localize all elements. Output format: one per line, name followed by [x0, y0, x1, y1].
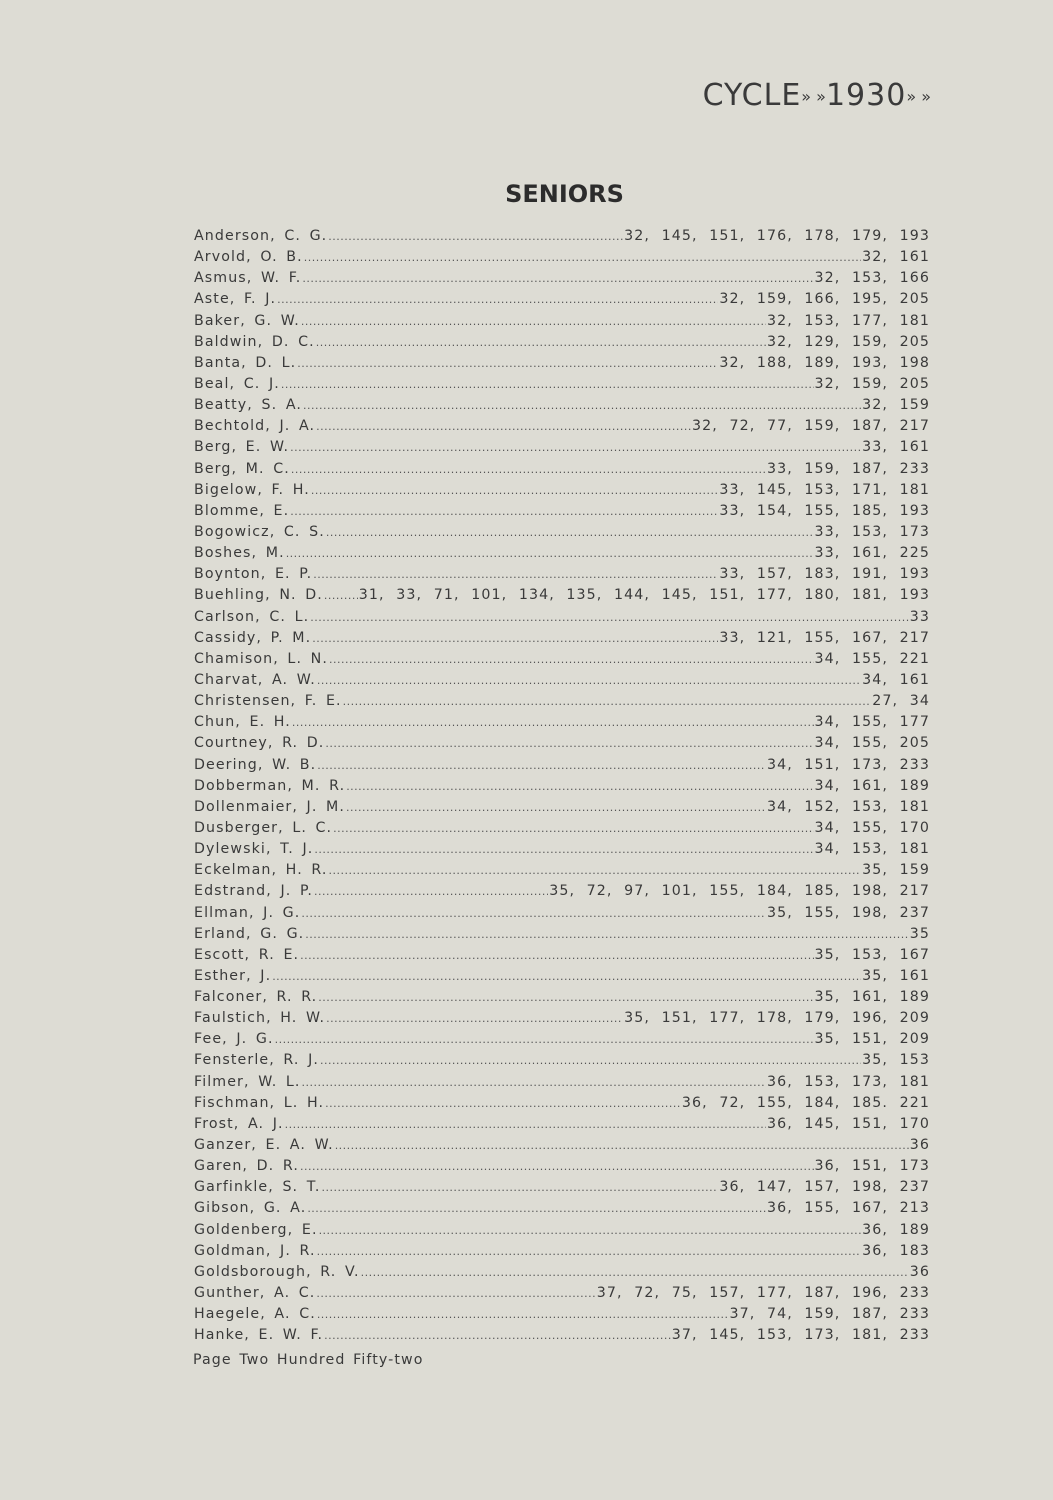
index-entry	[194, 1008, 930, 1029]
entry-pages: 36, 189	[862, 1221, 930, 1238]
dot-leader	[311, 480, 718, 501]
entry-name: Chun, E. H.	[194, 714, 291, 731]
entry-pages: 36, 183	[862, 1242, 930, 1259]
entry-pages: 33, 161	[862, 439, 930, 456]
index-entry	[194, 1177, 930, 1198]
entry-pages: 37, 74, 159, 187, 233	[729, 1306, 930, 1323]
entry-name: Dylewski, T. J.	[194, 841, 314, 858]
dot-leader	[343, 691, 872, 712]
dot-leader	[303, 395, 861, 416]
index-entry	[194, 903, 930, 924]
dot-leader	[290, 437, 861, 458]
entry-name: Charvat, A. W.	[194, 671, 316, 688]
index-entry	[194, 839, 930, 860]
entry-name: Garen, D. R.	[194, 1158, 299, 1175]
dot-leader	[324, 1325, 671, 1346]
index-entry	[194, 776, 930, 797]
entry-pages: 35	[909, 925, 930, 942]
dot-leader	[326, 1008, 623, 1029]
entry-pages: 34, 151, 173, 233	[766, 756, 930, 773]
index-entry	[194, 522, 930, 543]
index-entry	[194, 924, 930, 945]
index-entry	[194, 1241, 930, 1262]
entry-name: Garfinkle, S. T.	[194, 1179, 321, 1196]
entry-name: Bogowicz, C. S.	[194, 523, 325, 540]
entry-pages: 35, 161, 189	[814, 989, 930, 1006]
index-entry	[194, 712, 930, 733]
dot-leader	[335, 1135, 909, 1156]
entry-pages: 34, 155, 221	[814, 650, 930, 667]
entry-name: Beal, C. J.	[194, 375, 280, 392]
dot-leader	[333, 818, 813, 839]
dot-leader	[301, 903, 766, 924]
entry-pages: 32, 159	[862, 397, 930, 414]
dot-leader	[361, 1262, 909, 1283]
entry-pages: 34, 161, 189	[814, 777, 930, 794]
dot-leader	[312, 628, 718, 649]
dot-leader	[305, 924, 908, 945]
index-entry	[194, 966, 930, 987]
entry-pages: 35, 155, 198, 237	[766, 904, 930, 921]
entry-pages: 35, 153, 167	[814, 946, 930, 963]
entry-name: Berg, E. W.	[194, 439, 290, 456]
index-entry	[194, 459, 930, 480]
entry-name: Beatty, S. A.	[194, 397, 302, 414]
dot-leader	[314, 881, 548, 902]
dot-leader	[300, 1156, 814, 1177]
entry-pages: 33, 161, 225	[814, 545, 930, 562]
entry-pages: 32, 72, 77, 159, 187, 217	[692, 418, 930, 435]
entry-pages: 32, 145, 151, 176, 178, 179, 193	[624, 228, 930, 244]
index-entry	[194, 755, 930, 776]
dot-leader	[304, 247, 861, 268]
dot-leader	[313, 564, 718, 585]
entry-name: Boshes, M.	[194, 545, 285, 562]
dot-leader	[317, 1304, 729, 1325]
entry-name: Arvold, O. B.	[194, 249, 303, 266]
index-entry	[194, 1135, 930, 1156]
entry-pages: 33	[909, 608, 930, 625]
entry-name: Gibson, G. A.	[194, 1200, 307, 1217]
entry-name: Frost, A. J.	[194, 1115, 284, 1132]
dot-leader	[317, 670, 861, 691]
dot-leader	[317, 755, 766, 776]
section-title: SENIORS	[505, 180, 624, 208]
entry-name: Carlson, C. L.	[194, 608, 310, 625]
dot-leader	[326, 522, 814, 543]
entry-name: Deering, W. B.	[194, 756, 317, 773]
entry-pages: 34, 153, 181	[814, 841, 930, 858]
dot-leader	[314, 839, 813, 860]
dot-leader	[325, 733, 813, 754]
index-entry	[194, 1304, 930, 1325]
index-entry	[194, 945, 930, 966]
entry-name: Faulstich, H. W.	[194, 1010, 326, 1027]
entry-pages: 32, 188, 189, 193, 198	[719, 354, 930, 371]
running-head-title: CYCLE	[702, 78, 802, 113]
index-entry	[194, 1325, 930, 1346]
entry-pages: 34, 155, 170	[814, 819, 930, 836]
dot-leader	[292, 712, 814, 733]
index-entry	[194, 1283, 930, 1304]
running-head-year: 1930	[825, 78, 907, 113]
entry-name: Gunther, A. C.	[194, 1285, 316, 1302]
entry-name: Fischman, L. H.	[194, 1094, 325, 1111]
index-entry	[194, 1262, 930, 1283]
index-entry	[194, 1072, 930, 1093]
entry-pages: 36, 145, 151, 170	[766, 1115, 930, 1132]
entry-pages: 33, 121, 155, 167, 217	[719, 629, 930, 646]
entry-pages: 32, 159, 205	[814, 375, 930, 392]
dot-leader	[328, 860, 861, 881]
entry-name: Haegele, A. C.	[194, 1306, 316, 1323]
index-entry	[194, 395, 930, 416]
entry-pages: 36	[909, 1263, 930, 1280]
index-entry	[194, 797, 930, 818]
running-head-chevrons-right: » »	[906, 87, 931, 106]
index-entry	[194, 1220, 930, 1241]
dot-leader	[277, 289, 718, 310]
entry-pages: 33, 157, 183, 191, 193	[719, 566, 930, 583]
entry-name: Baldwin, D. C.	[194, 333, 315, 350]
index-entry	[194, 818, 930, 839]
dot-leader	[346, 797, 766, 818]
entry-pages: 35, 72, 97, 101, 155, 184, 185, 198, 217	[549, 883, 930, 900]
dot-leader	[318, 987, 813, 1008]
dot-leader	[300, 945, 813, 966]
entry-name: Asmus, W. F.	[194, 270, 302, 287]
index-entry	[194, 416, 930, 437]
dot-leader	[325, 1093, 681, 1114]
entry-name: Bigelow, F. H.	[194, 481, 310, 498]
index-entry	[194, 628, 930, 649]
entry-name: Esther, J.	[194, 967, 272, 984]
entry-name: Filmer, W. L.	[194, 1073, 301, 1090]
dot-leader	[316, 332, 766, 353]
entry-name: Hanke, E. W. F.	[194, 1327, 324, 1344]
dot-leader	[290, 501, 718, 522]
dot-leader	[310, 607, 909, 628]
entry-name: Goldman, J. R.	[194, 1242, 316, 1259]
entry-pages: 34, 161	[862, 671, 930, 688]
entry-name: Cassidy, P. M.	[194, 629, 312, 646]
entry-name: Goldenberg, E.	[194, 1221, 318, 1238]
entry-name: Anderson, C. G.	[194, 228, 328, 244]
entry-name: Goldsborough, R. V.	[194, 1263, 360, 1280]
index-entry	[194, 353, 930, 374]
index-entry	[194, 860, 930, 881]
entry-pages: 36, 153, 173, 181	[766, 1073, 930, 1090]
index-entry	[194, 1093, 930, 1114]
entry-name: Blomme, E.	[194, 502, 290, 519]
entry-pages: 36, 151, 173	[814, 1158, 930, 1175]
dot-leader	[291, 459, 766, 480]
index-entry	[194, 226, 930, 247]
index-entry	[194, 1156, 930, 1177]
entry-pages: 32, 159, 166, 195, 205	[719, 291, 930, 308]
entry-name: Ganzer, E. A. W.	[194, 1137, 334, 1154]
index-entry	[194, 691, 930, 712]
entry-pages: 32, 153, 166	[814, 270, 930, 287]
entry-pages: 36, 147, 157, 198, 237	[719, 1179, 930, 1196]
entry-name: Erland, G. G.	[194, 925, 305, 942]
index-entry	[194, 247, 930, 268]
entry-pages: 34, 155, 177	[814, 714, 930, 731]
entry-name: Bechtold, J. A.	[194, 418, 316, 435]
seniors-index-list	[194, 226, 930, 1346]
dot-leader	[297, 353, 718, 374]
entry-pages: 33, 154, 155, 185, 193	[719, 502, 930, 519]
index-entry	[194, 733, 930, 754]
entry-pages: 33, 159, 187, 233	[766, 460, 930, 477]
index-entry	[194, 881, 930, 902]
index-entry	[194, 268, 930, 289]
entry-pages: 35, 151, 209	[814, 1031, 930, 1048]
dot-leader	[317, 1241, 862, 1262]
entry-name: Aste, F. J.	[194, 291, 277, 308]
entry-pages: 32, 153, 177, 181	[766, 312, 930, 329]
entry-name: Fee, J. G.	[194, 1031, 274, 1048]
dot-leader	[285, 1114, 766, 1135]
entry-name: Berg, M. C.	[194, 460, 290, 477]
index-entry	[194, 501, 930, 522]
index-entry	[194, 1050, 930, 1071]
dot-leader	[301, 311, 766, 332]
entry-name: Boynton, E. P.	[194, 566, 313, 583]
entry-name: Buehling, N. D.	[194, 587, 323, 604]
entry-pages: 32, 129, 159, 205	[766, 333, 930, 350]
index-entry	[194, 987, 930, 1008]
entry-name: Dollenmaier, J. M.	[194, 798, 346, 815]
entry-name: Eckelman, H. R.	[194, 862, 328, 879]
entry-pages: 31, 33, 71, 101, 134, 135, 144, 145, 151, 177, 180, 181, 193	[358, 587, 930, 604]
entry-pages: 37, 145, 153, 173, 181, 233	[671, 1327, 930, 1344]
entry-pages: 36	[909, 1137, 930, 1154]
dot-leader	[320, 1050, 861, 1071]
dot-leader	[319, 1220, 862, 1241]
dot-leader	[302, 1072, 766, 1093]
entry-pages: 34, 155, 205	[814, 735, 930, 752]
entry-pages: 35, 151, 177, 178, 179, 196, 209	[624, 1010, 930, 1027]
index-entry	[194, 585, 930, 606]
entry-name: Christensen, F. E.	[194, 693, 342, 710]
index-entry	[194, 437, 930, 458]
running-head-chevrons-left: » »	[801, 87, 826, 106]
running-head	[703, 78, 931, 113]
dot-leader	[272, 966, 861, 987]
entry-pages: 34, 152, 153, 181	[766, 798, 930, 815]
entry-pages: 36, 155, 167, 213	[766, 1200, 930, 1217]
index-entry	[194, 543, 930, 564]
entry-pages: 36, 72, 155, 184, 185. 221	[681, 1094, 930, 1111]
index-entry	[194, 480, 930, 501]
entry-name: Courtney, R. D.	[194, 735, 325, 752]
entry-name: Banta, D. L.	[194, 354, 297, 371]
dot-leader	[316, 416, 691, 437]
index-entry	[194, 1029, 930, 1050]
entry-pages: 35, 153	[862, 1052, 930, 1069]
dot-leader	[275, 1029, 814, 1050]
index-entry	[194, 1114, 930, 1135]
dot-leader	[328, 226, 623, 247]
entry-pages: 35, 161	[862, 967, 930, 984]
entry-name: Dobberman, M. R.	[194, 777, 346, 794]
index-entry	[194, 289, 930, 310]
entry-name: Falconer, R. R.	[194, 989, 318, 1006]
dot-leader	[329, 649, 814, 670]
dot-leader	[321, 1177, 718, 1198]
entry-name: Chamison, L. N.	[194, 650, 328, 667]
entry-name: Fensterle, R. J.	[194, 1052, 319, 1069]
entry-name: Escott, R. E.	[194, 946, 300, 963]
entry-pages: 35, 159	[862, 862, 930, 879]
dot-leader	[316, 1283, 595, 1304]
entry-pages: 27, 34	[872, 693, 930, 710]
index-entry	[194, 564, 930, 585]
dot-leader	[286, 543, 814, 564]
entry-name: Baker, G. W.	[194, 312, 300, 329]
index-entry	[194, 311, 930, 332]
dot-leader	[346, 776, 813, 797]
entry-pages: 33, 145, 153, 171, 181	[719, 481, 930, 498]
entry-name: Ellman, J. G.	[194, 904, 301, 921]
index-entry	[194, 607, 930, 628]
dot-leader	[324, 585, 358, 606]
index-entry	[194, 670, 930, 691]
index-entry	[194, 649, 930, 670]
entry-name: Edstrand, J. P.	[194, 883, 314, 900]
entry-pages: 37, 72, 75, 157, 177, 187, 196, 233	[596, 1285, 930, 1302]
dot-leader	[302, 268, 813, 289]
dot-leader	[307, 1198, 766, 1219]
entry-pages: 33, 153, 173	[814, 523, 930, 540]
index-entry	[194, 332, 930, 353]
index-entry	[194, 1198, 930, 1219]
page-folio: Page Two Hundred Fifty-two	[193, 1352, 424, 1368]
dot-leader	[281, 374, 814, 395]
entry-pages: 32, 161	[862, 249, 930, 266]
index-entry	[194, 374, 930, 395]
entry-name: Dusberger, L. C.	[194, 819, 333, 836]
